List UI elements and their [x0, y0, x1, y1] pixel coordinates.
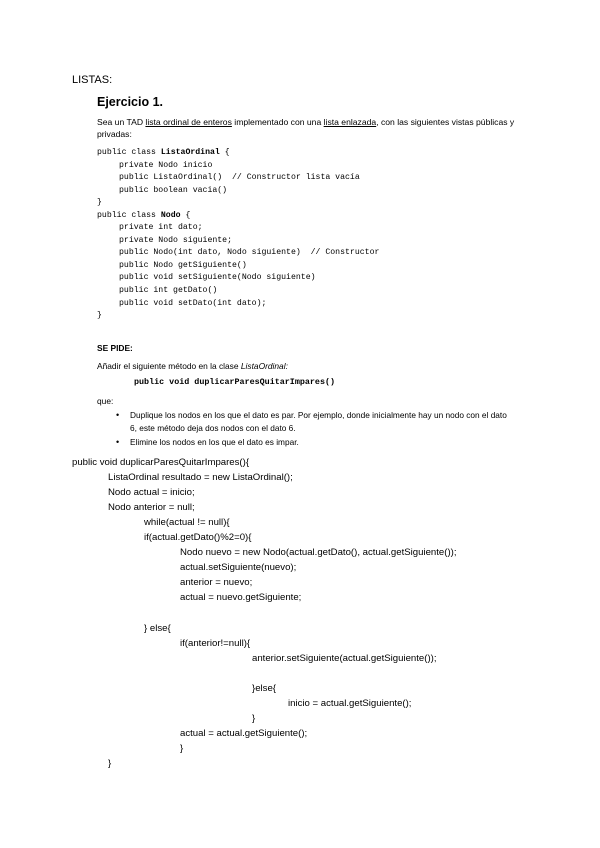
requirement-item: [116, 436, 516, 449]
answer-code-line: } else{: [144, 622, 171, 634]
code-line: public class ListaOrdinal {: [97, 148, 230, 157]
intro-underlined-term: lista enlazada: [323, 117, 377, 127]
answer-code-line: inicio = actual.getSiguiente();: [288, 697, 412, 709]
se-pide-heading: SE PIDE:: [97, 343, 133, 353]
method-signature: public void duplicarParesQuitarImpares(): [134, 377, 336, 387]
que-label: que:: [97, 396, 114, 406]
requirement-text: Elimine los nodos en los que el dato es impar.: [130, 437, 299, 447]
answer-code-line: }: [252, 712, 256, 724]
answer-code-line: }: [180, 742, 184, 754]
code-line: public ListaOrdinal() // Constructor lista vacía: [119, 173, 360, 183]
answer-code-line: while(actual != null){: [144, 517, 230, 529]
answer-code-line: }else{: [252, 682, 277, 694]
code-line: }: [97, 311, 102, 321]
code-line: private int dato;: [119, 223, 203, 233]
code-line: public class Nodo {: [97, 210, 191, 220]
code-line: private Nodo inicio: [119, 160, 213, 170]
code-line: public Nodo getSiguiente(): [119, 260, 247, 270]
answer-code: [72, 455, 457, 771]
answer-code-line: if(anterior!=null){: [180, 637, 251, 649]
answer-code-line: actual = actual.getSiguiente();: [180, 727, 308, 739]
code-line: public boolean vacia(): [119, 185, 228, 195]
requirements-list: [116, 409, 516, 451]
requirement-text: Duplique los nodos en los que el dato es par. Por ejemplo, donde inicialmente hay un nodo con el dato 6, este método deja dos nodos con el dato 6.: [130, 410, 507, 433]
exercise-title: Ejercicio 1.: [97, 95, 164, 109]
answer-code-line: public void duplicarParesQuitarImpares(){: [72, 457, 250, 468]
intro-text: Sea un TAD: [97, 117, 146, 127]
answer-code-line: Nodo anterior = null;: [108, 502, 195, 514]
answer-code-line: ListaOrdinal resultado = new ListaOrdinal();: [108, 472, 293, 484]
answer-code-line: }: [108, 757, 112, 769]
bullet-icon: •: [116, 410, 120, 420]
exercise-intro: [97, 116, 517, 140]
answer-code-line: Nodo actual = inicio;: [108, 487, 195, 499]
answer-code-line: anterior.setSiguiente(actual.getSiguiente());: [252, 652, 437, 664]
section-title: LISTAS:: [72, 74, 113, 86]
code-line: }: [97, 198, 102, 208]
instruction-prefix: Añadir el siguiente método en la clase: [97, 361, 241, 371]
code-line: public int getDato(): [119, 286, 218, 296]
code-line: public void setDato(int dato);: [119, 298, 267, 308]
intro-text: , con las siguientes vistas públicas y privadas:: [97, 117, 515, 139]
answer-code-line: anterior = nuevo;: [180, 577, 253, 589]
intro-underlined-term: lista ordinal de enteros: [145, 117, 232, 127]
requirement-item: [116, 409, 516, 434]
intro-text: implementado con una: [231, 117, 324, 127]
class-code-listing: [97, 147, 379, 323]
instruction-class-name: ListaOrdinal:: [240, 361, 288, 371]
bullet-icon: •: [116, 437, 120, 447]
answer-code-line: [72, 605, 457, 620]
answer-code-line: actual = nuevo.getSiguiente;: [180, 592, 302, 604]
answer-code-line: Nodo nuevo = new Nodo(actual.getDato(), actual.getSiguiente());: [180, 547, 457, 559]
code-line: public Nodo(int dato, Nodo siguiente) // Constructor: [119, 248, 380, 258]
answer-code-line: actual.setSiguiente(nuevo);: [180, 562, 297, 574]
instruction-text: [97, 361, 288, 371]
answer-code-line: if(actual.getDato()%2=0){: [144, 532, 252, 544]
code-line: public void setSiguiente(Nodo siguiente): [119, 273, 316, 283]
answer-code-line: [72, 666, 457, 681]
code-line: private Nodo siguiente;: [119, 235, 233, 245]
